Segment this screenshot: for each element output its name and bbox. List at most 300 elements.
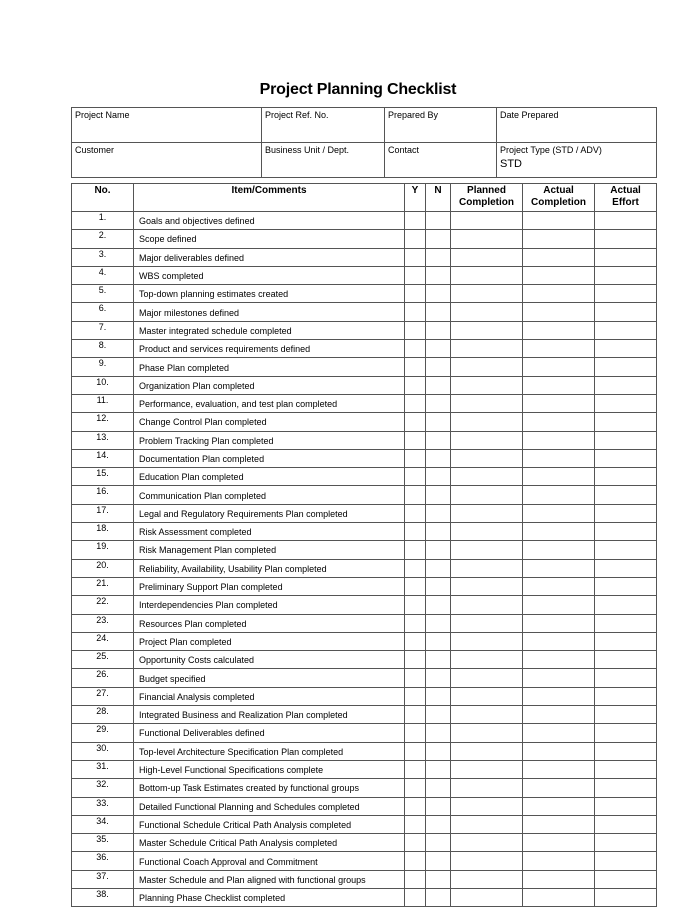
row-y-cell[interactable]	[405, 687, 426, 705]
header-actual-effort	[595, 184, 657, 212]
row-number: 11.	[72, 394, 134, 412]
row-planned-completion-cell[interactable]	[451, 230, 523, 248]
project-type-field[interactable]	[497, 143, 657, 178]
row-actual-completion-cell[interactable]	[523, 577, 595, 595]
row-n-cell[interactable]	[426, 834, 451, 852]
row-actual-completion-cell[interactable]	[523, 706, 595, 724]
row-planned-completion-cell[interactable]	[451, 577, 523, 595]
row-actual-effort-cell[interactable]	[595, 468, 657, 486]
row-n-cell[interactable]	[426, 504, 451, 522]
row-actual-effort-cell[interactable]	[595, 266, 657, 284]
header-planned-line2: Completion	[459, 197, 514, 208]
row-y-cell[interactable]	[405, 266, 426, 284]
row-actual-completion-cell[interactable]	[523, 632, 595, 650]
row-y-cell[interactable]	[405, 212, 426, 230]
row-item: Planning Phase Checklist completed	[134, 888, 405, 906]
table-row	[72, 413, 657, 431]
row-planned-completion-cell[interactable]	[451, 486, 523, 504]
row-n-cell[interactable]	[426, 449, 451, 467]
table-row	[72, 614, 657, 632]
table-row	[72, 852, 657, 870]
row-n-cell[interactable]	[426, 797, 451, 815]
prepared-by-field[interactable]	[385, 108, 497, 143]
row-y-cell[interactable]	[405, 340, 426, 358]
header-y: Y	[405, 184, 426, 212]
row-planned-completion-cell[interactable]	[451, 321, 523, 339]
row-planned-completion-cell[interactable]	[451, 266, 523, 284]
row-actual-completion-cell[interactable]	[523, 266, 595, 284]
row-item: Preliminary Support Plan completed	[134, 577, 405, 595]
row-actual-effort-cell[interactable]	[595, 669, 657, 687]
project-ref-field[interactable]	[262, 108, 385, 143]
row-actual-effort-cell[interactable]	[595, 797, 657, 815]
row-actual-effort-cell[interactable]	[595, 596, 657, 614]
row-actual-effort-cell[interactable]	[595, 504, 657, 522]
row-actual-completion-cell[interactable]	[523, 815, 595, 833]
row-item: Communication Plan completed	[134, 486, 405, 504]
row-item: Phase Plan completed	[134, 358, 405, 376]
row-y-cell[interactable]	[405, 669, 426, 687]
row-y-cell[interactable]	[405, 449, 426, 467]
row-item: Integrated Business and Realization Plan completed	[134, 706, 405, 724]
row-item: Performance, evaluation, and test plan completed	[134, 394, 405, 412]
row-item: Opportunity Costs calculated	[134, 651, 405, 669]
row-n-cell[interactable]	[426, 596, 451, 614]
row-item: Bottom-up Task Estimates created by functional groups	[134, 779, 405, 797]
row-planned-completion-cell[interactable]	[451, 248, 523, 266]
row-planned-completion-cell[interactable]	[451, 413, 523, 431]
row-n-cell[interactable]	[426, 303, 451, 321]
row-n-cell[interactable]	[426, 852, 451, 870]
table-row	[72, 815, 657, 833]
row-planned-completion-cell[interactable]	[451, 797, 523, 815]
row-actual-effort-cell[interactable]	[595, 632, 657, 650]
row-item: WBS completed	[134, 266, 405, 284]
row-actual-effort-cell[interactable]	[595, 706, 657, 724]
row-actual-completion-cell[interactable]	[523, 651, 595, 669]
row-y-cell[interactable]	[405, 779, 426, 797]
row-y-cell[interactable]	[405, 797, 426, 815]
row-planned-completion-cell[interactable]	[451, 614, 523, 632]
row-actual-completion-cell[interactable]	[523, 285, 595, 303]
row-n-cell[interactable]	[426, 321, 451, 339]
row-planned-completion-cell[interactable]	[451, 815, 523, 833]
row-y-cell[interactable]	[405, 486, 426, 504]
row-planned-completion-cell[interactable]	[451, 431, 523, 449]
row-y-cell[interactable]	[405, 706, 426, 724]
row-item: High-Level Functional Specifications complete	[134, 760, 405, 778]
row-actual-completion-cell[interactable]	[523, 797, 595, 815]
header-actual-line1: Actual	[543, 185, 574, 196]
row-actual-completion-cell[interactable]	[523, 504, 595, 522]
row-actual-completion-cell[interactable]	[523, 303, 595, 321]
table-row	[72, 888, 657, 906]
row-actual-completion-cell[interactable]	[523, 449, 595, 467]
row-item: Resources Plan completed	[134, 614, 405, 632]
row-planned-completion-cell[interactable]	[451, 523, 523, 541]
row-n-cell[interactable]	[426, 669, 451, 687]
row-actual-effort-cell[interactable]	[595, 413, 657, 431]
row-y-cell[interactable]	[405, 248, 426, 266]
row-item: Top-level Architecture Specification Plan completed	[134, 742, 405, 760]
row-item: Scope defined	[134, 230, 405, 248]
project-ref-label: Project Ref. No.	[265, 110, 329, 120]
row-y-cell[interactable]	[405, 870, 426, 888]
table-row	[72, 449, 657, 467]
row-planned-completion-cell[interactable]	[451, 742, 523, 760]
project-info-table	[71, 107, 657, 178]
table-row	[72, 559, 657, 577]
row-actual-completion-cell[interactable]	[523, 614, 595, 632]
row-actual-completion-cell[interactable]	[523, 248, 595, 266]
table-row	[72, 541, 657, 559]
row-actual-completion-cell[interactable]	[523, 742, 595, 760]
row-y-cell[interactable]	[405, 559, 426, 577]
header-item: Item/Comments	[134, 184, 405, 212]
row-planned-completion-cell[interactable]	[451, 449, 523, 467]
row-planned-completion-cell[interactable]	[451, 340, 523, 358]
row-n-cell[interactable]	[426, 230, 451, 248]
row-y-cell[interactable]	[405, 358, 426, 376]
table-row	[72, 779, 657, 797]
row-number: 23.	[72, 614, 134, 632]
row-number: 37.	[72, 870, 134, 888]
row-item: Goals and objectives defined	[134, 212, 405, 230]
row-planned-completion-cell[interactable]	[451, 870, 523, 888]
row-y-cell[interactable]	[405, 852, 426, 870]
row-actual-completion-cell[interactable]	[523, 541, 595, 559]
row-item: Risk Management Plan completed	[134, 541, 405, 559]
row-actual-completion-cell[interactable]	[523, 523, 595, 541]
row-n-cell[interactable]	[426, 468, 451, 486]
row-actual-effort-cell[interactable]	[595, 449, 657, 467]
row-planned-completion-cell[interactable]	[451, 834, 523, 852]
row-planned-completion-cell[interactable]	[451, 358, 523, 376]
row-actual-effort-cell[interactable]	[595, 724, 657, 742]
row-n-cell[interactable]	[426, 523, 451, 541]
row-planned-completion-cell[interactable]	[451, 779, 523, 797]
table-row	[72, 687, 657, 705]
row-n-cell[interactable]	[426, 394, 451, 412]
row-item: Documentation Plan completed	[134, 449, 405, 467]
row-y-cell[interactable]	[405, 468, 426, 486]
row-actual-completion-cell[interactable]	[523, 468, 595, 486]
row-planned-completion-cell[interactable]	[451, 687, 523, 705]
row-n-cell[interactable]	[426, 541, 451, 559]
row-item: Master Schedule and Plan aligned with functional groups	[134, 870, 405, 888]
row-y-cell[interactable]	[405, 504, 426, 522]
row-n-cell[interactable]	[426, 431, 451, 449]
row-planned-completion-cell[interactable]	[451, 724, 523, 742]
business-unit-field[interactable]	[262, 143, 385, 178]
table-row	[72, 394, 657, 412]
row-actual-effort-cell[interactable]	[595, 340, 657, 358]
row-actual-effort-cell[interactable]	[595, 230, 657, 248]
header-effort-line2: Effort	[612, 197, 639, 208]
row-n-cell[interactable]	[426, 651, 451, 669]
row-actual-completion-cell[interactable]	[523, 321, 595, 339]
row-actual-completion-cell[interactable]	[523, 486, 595, 504]
row-actual-effort-cell[interactable]	[595, 321, 657, 339]
row-number: 4.	[72, 266, 134, 284]
row-number: 9.	[72, 358, 134, 376]
row-planned-completion-cell[interactable]	[451, 212, 523, 230]
table-row	[72, 266, 657, 284]
row-actual-completion-cell[interactable]	[523, 212, 595, 230]
row-n-cell[interactable]	[426, 760, 451, 778]
row-actual-completion-cell[interactable]	[523, 230, 595, 248]
row-actual-effort-cell[interactable]	[595, 651, 657, 669]
date-prepared-label: Date Prepared	[500, 110, 559, 120]
row-actual-effort-cell[interactable]	[595, 888, 657, 906]
row-y-cell[interactable]	[405, 632, 426, 650]
row-n-cell[interactable]	[426, 376, 451, 394]
row-number: 18.	[72, 523, 134, 541]
row-actual-completion-cell[interactable]	[523, 413, 595, 431]
row-number: 3.	[72, 248, 134, 266]
row-number: 20.	[72, 559, 134, 577]
row-n-cell[interactable]	[426, 870, 451, 888]
row-n-cell[interactable]	[426, 614, 451, 632]
header-no: No.	[72, 184, 134, 212]
table-row	[72, 577, 657, 595]
row-n-cell[interactable]	[426, 340, 451, 358]
row-planned-completion-cell[interactable]	[451, 888, 523, 906]
row-n-cell[interactable]	[426, 559, 451, 577]
row-actual-completion-cell[interactable]	[523, 358, 595, 376]
row-planned-completion-cell[interactable]	[451, 706, 523, 724]
row-y-cell[interactable]	[405, 651, 426, 669]
row-item: Master Schedule Critical Path Analysis completed	[134, 834, 405, 852]
row-n-cell[interactable]	[426, 632, 451, 650]
table-row	[72, 669, 657, 687]
row-actual-effort-cell[interactable]	[595, 376, 657, 394]
table-row	[72, 596, 657, 614]
row-actual-effort-cell[interactable]	[595, 852, 657, 870]
row-actual-completion-cell[interactable]	[523, 559, 595, 577]
row-actual-completion-cell[interactable]	[523, 852, 595, 870]
row-planned-completion-cell[interactable]	[451, 669, 523, 687]
row-actual-effort-cell[interactable]	[595, 486, 657, 504]
row-planned-completion-cell[interactable]	[451, 504, 523, 522]
row-actual-effort-cell[interactable]	[595, 614, 657, 632]
row-planned-completion-cell[interactable]	[451, 760, 523, 778]
row-y-cell[interactable]	[405, 760, 426, 778]
row-n-cell[interactable]	[426, 486, 451, 504]
row-n-cell[interactable]	[426, 212, 451, 230]
row-item: Functional Deliverables defined	[134, 724, 405, 742]
row-number: 10.	[72, 376, 134, 394]
date-prepared-field[interactable]	[497, 108, 657, 143]
row-planned-completion-cell[interactable]	[451, 651, 523, 669]
row-y-cell[interactable]	[405, 724, 426, 742]
table-row	[72, 651, 657, 669]
row-actual-effort-cell[interactable]	[595, 541, 657, 559]
row-number: 21.	[72, 577, 134, 595]
row-planned-completion-cell[interactable]	[451, 285, 523, 303]
row-n-cell[interactable]	[426, 248, 451, 266]
row-item: Education Plan completed	[134, 468, 405, 486]
row-y-cell[interactable]	[405, 321, 426, 339]
table-row	[72, 321, 657, 339]
row-y-cell[interactable]	[405, 303, 426, 321]
row-actual-effort-cell[interactable]	[595, 779, 657, 797]
row-actual-completion-cell[interactable]	[523, 669, 595, 687]
row-y-cell[interactable]	[405, 230, 426, 248]
table-row	[72, 870, 657, 888]
row-n-cell[interactable]	[426, 706, 451, 724]
row-item: Budget specified	[134, 669, 405, 687]
row-number: 33.	[72, 797, 134, 815]
page-title: Project Planning Checklist	[259, 81, 457, 98]
row-number: 29.	[72, 724, 134, 742]
row-number: 2.	[72, 230, 134, 248]
row-actual-effort-cell[interactable]	[595, 431, 657, 449]
row-n-cell[interactable]	[426, 779, 451, 797]
row-y-cell[interactable]	[405, 614, 426, 632]
row-actual-completion-cell[interactable]	[523, 687, 595, 705]
row-y-cell[interactable]	[405, 596, 426, 614]
row-actual-completion-cell[interactable]	[523, 779, 595, 797]
row-number: 13.	[72, 431, 134, 449]
row-actual-completion-cell[interactable]	[523, 394, 595, 412]
row-number: 34.	[72, 815, 134, 833]
table-row	[72, 212, 657, 230]
row-y-cell[interactable]	[405, 523, 426, 541]
row-number: 30.	[72, 742, 134, 760]
row-n-cell[interactable]	[426, 888, 451, 906]
row-number: 36.	[72, 852, 134, 870]
row-n-cell[interactable]	[426, 413, 451, 431]
row-planned-completion-cell[interactable]	[451, 468, 523, 486]
contact-label: Contact	[388, 145, 420, 155]
row-planned-completion-cell[interactable]	[451, 394, 523, 412]
row-y-cell[interactable]	[405, 285, 426, 303]
row-actual-effort-cell[interactable]	[595, 760, 657, 778]
row-item: Major milestones defined	[134, 303, 405, 321]
row-number: 17.	[72, 504, 134, 522]
table-row	[72, 340, 657, 358]
row-y-cell[interactable]	[405, 431, 426, 449]
row-actual-completion-cell[interactable]	[523, 724, 595, 742]
row-n-cell[interactable]	[426, 724, 451, 742]
row-n-cell[interactable]	[426, 285, 451, 303]
row-number: 38.	[72, 888, 134, 906]
row-n-cell[interactable]	[426, 815, 451, 833]
project-type-label: Project Type (STD / ADV)	[500, 145, 602, 155]
project-name-label: Project Name	[75, 110, 130, 120]
row-planned-completion-cell[interactable]	[451, 559, 523, 577]
row-planned-completion-cell[interactable]	[451, 632, 523, 650]
row-actual-effort-cell[interactable]	[595, 577, 657, 595]
row-item: Financial Analysis completed	[134, 687, 405, 705]
row-actual-completion-cell[interactable]	[523, 834, 595, 852]
row-y-cell[interactable]	[405, 888, 426, 906]
row-y-cell[interactable]	[405, 376, 426, 394]
row-actual-effort-cell[interactable]	[595, 559, 657, 577]
row-number: 25.	[72, 651, 134, 669]
row-actual-effort-cell[interactable]	[595, 303, 657, 321]
row-item: Legal and Regulatory Requirements Plan completed	[134, 504, 405, 522]
row-planned-completion-cell[interactable]	[451, 541, 523, 559]
table-row	[72, 706, 657, 724]
table-row	[72, 468, 657, 486]
row-n-cell[interactable]	[426, 742, 451, 760]
row-actual-effort-cell[interactable]	[595, 285, 657, 303]
row-actual-completion-cell[interactable]	[523, 340, 595, 358]
header-n: N	[426, 184, 451, 212]
row-item: Top-down planning estimates created	[134, 285, 405, 303]
header-planned-completion	[451, 184, 523, 212]
row-actual-completion-cell[interactable]	[523, 870, 595, 888]
business-unit-label: Business Unit / Dept.	[265, 145, 350, 155]
row-number: 7.	[72, 321, 134, 339]
table-row	[72, 285, 657, 303]
row-planned-completion-cell[interactable]	[451, 376, 523, 394]
row-number: 27.	[72, 687, 134, 705]
row-actual-completion-cell[interactable]	[523, 596, 595, 614]
contact-field[interactable]	[385, 143, 497, 178]
row-y-cell[interactable]	[405, 815, 426, 833]
row-number: 6.	[72, 303, 134, 321]
row-actual-effort-cell[interactable]	[595, 212, 657, 230]
row-y-cell[interactable]	[405, 413, 426, 431]
table-row	[72, 504, 657, 522]
row-actual-completion-cell[interactable]	[523, 760, 595, 778]
row-y-cell[interactable]	[405, 742, 426, 760]
row-actual-effort-cell[interactable]	[595, 523, 657, 541]
row-actual-effort-cell[interactable]	[595, 870, 657, 888]
row-planned-completion-cell[interactable]	[451, 596, 523, 614]
customer-label: Customer	[75, 145, 115, 155]
row-n-cell[interactable]	[426, 266, 451, 284]
row-n-cell[interactable]	[426, 687, 451, 705]
row-actual-completion-cell[interactable]	[523, 888, 595, 906]
row-number: 8.	[72, 340, 134, 358]
row-actual-effort-cell[interactable]	[595, 687, 657, 705]
row-actual-effort-cell[interactable]	[595, 742, 657, 760]
customer-field[interactable]	[72, 143, 262, 178]
checklist-table	[71, 183, 657, 907]
row-planned-completion-cell[interactable]	[451, 303, 523, 321]
row-actual-completion-cell[interactable]	[523, 376, 595, 394]
project-type-value: STD	[500, 158, 522, 170]
row-y-cell[interactable]	[405, 541, 426, 559]
row-number: 15.	[72, 468, 134, 486]
row-number: 24.	[72, 632, 134, 650]
project-name-field[interactable]	[72, 108, 262, 143]
row-actual-effort-cell[interactable]	[595, 834, 657, 852]
row-number: 16.	[72, 486, 134, 504]
table-row	[72, 834, 657, 852]
row-planned-completion-cell[interactable]	[451, 852, 523, 870]
row-actual-completion-cell[interactable]	[523, 431, 595, 449]
row-item: Interdependencies Plan completed	[134, 596, 405, 614]
row-n-cell[interactable]	[426, 577, 451, 595]
row-y-cell[interactable]	[405, 834, 426, 852]
row-number: 12.	[72, 413, 134, 431]
row-number: 19.	[72, 541, 134, 559]
row-y-cell[interactable]	[405, 394, 426, 412]
row-n-cell[interactable]	[426, 358, 451, 376]
row-actual-effort-cell[interactable]	[595, 815, 657, 833]
row-y-cell[interactable]	[405, 577, 426, 595]
row-actual-effort-cell[interactable]	[595, 358, 657, 376]
row-actual-effort-cell[interactable]	[595, 248, 657, 266]
row-actual-effort-cell[interactable]	[595, 394, 657, 412]
checklist-header-row	[72, 184, 657, 212]
header-effort-line1: Actual	[610, 185, 641, 196]
